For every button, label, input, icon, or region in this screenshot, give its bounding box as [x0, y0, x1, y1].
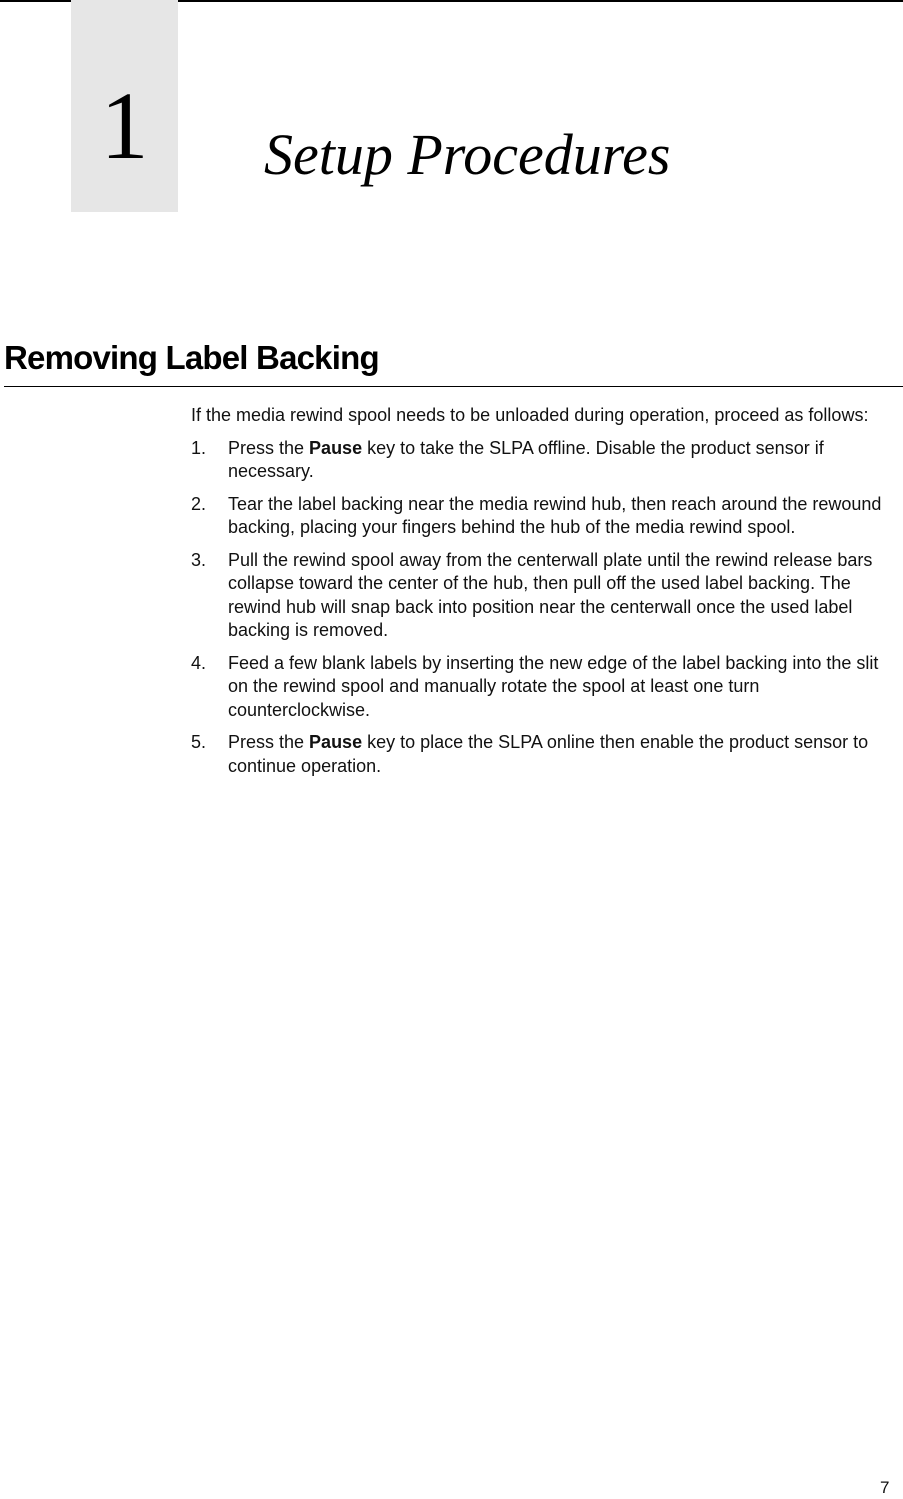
chapter-number: 1: [100, 72, 149, 179]
step-text-before: Press the: [228, 732, 310, 752]
step-text-before: Press the: [228, 437, 310, 458]
section-body: [191, 404, 901, 787]
step-text: Tear the label backing near the media rewind hub, then reach around the rewound backing, placing your fingers behind the hub of the media rewind spool.: [228, 493, 882, 537]
step-item: [191, 549, 901, 643]
section-heading: Removing Label Backing: [4, 339, 379, 376]
step-text-after: key to place the SLPA online then enable the product sensor to continue operation.: [228, 732, 869, 776]
page-number: 7: [880, 1478, 890, 1497]
step-item: [191, 493, 901, 540]
step-number: 3.: [191, 549, 207, 570]
intro-paragraph: If the media rewind spool needs to be unloaded during operation, proceed as follows:: [191, 405, 869, 425]
step-number: 2.: [191, 493, 207, 514]
step-text: Feed a few blank labels by inserting the new edge of the label backing into the slit on the rewind spool and manually rotate the spool at least one turn counterclockwise.: [228, 652, 879, 720]
step-item: [191, 437, 901, 484]
step-item: [191, 652, 901, 723]
step-text-after: key to take the SLPA offline. Disable the product sensor if necessary.: [228, 437, 824, 481]
step-number: 4.: [191, 652, 207, 673]
step-number: 1.: [191, 437, 207, 458]
procedure-steps: [191, 437, 901, 779]
step-text: Pull the rewind spool away from the centerwall plate until the rewind release bars collapse toward the center of the hub, then pull off the used label backing. The rewind hub will snap back into position near the centerwall once the used label backing is removed.: [228, 549, 873, 640]
step-number: 5.: [191, 732, 207, 752]
chapter-tab: [71, 0, 178, 212]
chapter-title: Setup Procedures: [264, 122, 671, 187]
step-item: [191, 731, 901, 778]
section-rule: [4, 386, 903, 387]
pause-key-label: Pause: [309, 732, 363, 752]
pause-key-label: Pause: [309, 437, 363, 458]
